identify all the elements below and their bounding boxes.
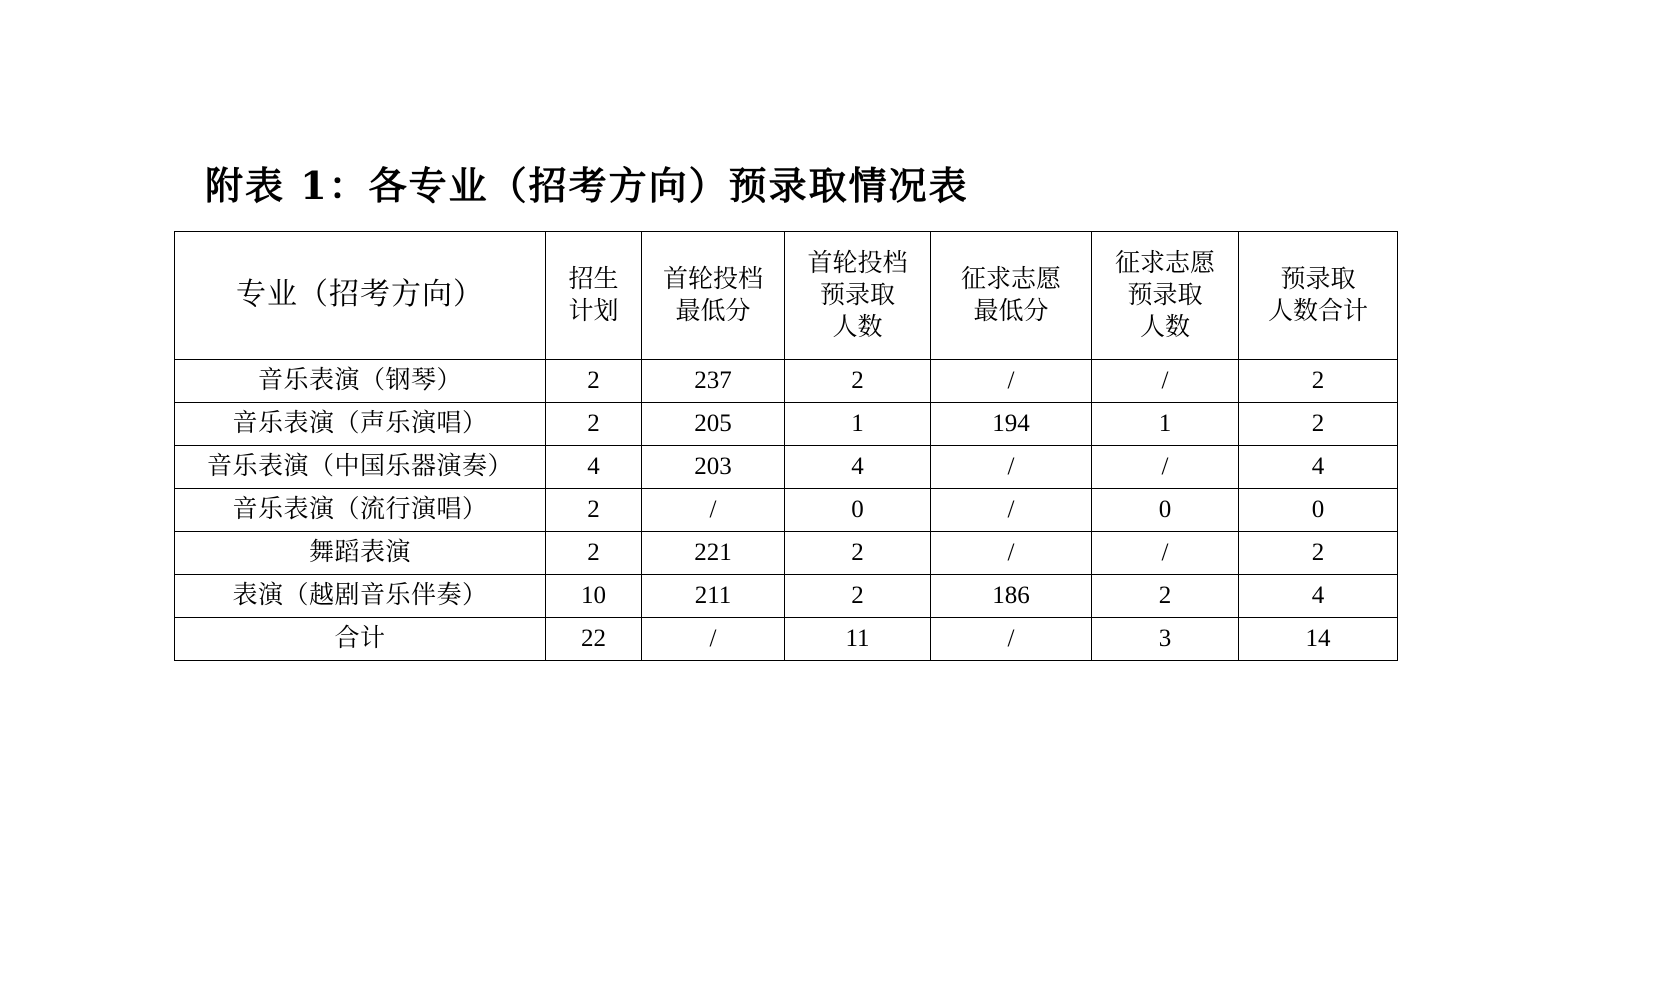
cell-total-admitted: 0 bbox=[1239, 489, 1398, 532]
header-line: 首轮投档 bbox=[662, 265, 763, 293]
cell-solicit-admitted: / bbox=[1092, 446, 1239, 489]
admission-table bbox=[174, 231, 1398, 661]
cell-first-round-admitted: 2 bbox=[785, 360, 931, 403]
cell-first-round-min-score: 211 bbox=[642, 575, 785, 618]
header-line: 征求志愿 bbox=[1114, 249, 1215, 277]
table-body bbox=[175, 360, 1398, 661]
column-header-total-admitted bbox=[1239, 232, 1398, 360]
table-row bbox=[175, 403, 1398, 446]
cell-solicit-admitted: 0 bbox=[1092, 489, 1239, 532]
table-row bbox=[175, 575, 1398, 618]
table-row bbox=[175, 489, 1398, 532]
header-line: 预录取 bbox=[819, 281, 895, 309]
cell-total-admitted: 14 bbox=[1239, 618, 1398, 661]
header-line: 人数 bbox=[832, 313, 883, 341]
cell-major: 舞蹈表演 bbox=[175, 532, 546, 575]
cell-first-round-min-score: / bbox=[642, 618, 785, 661]
header-line: 计划 bbox=[568, 297, 619, 325]
header-line: 人数 bbox=[1139, 313, 1190, 341]
cell-plan: 4 bbox=[546, 446, 642, 489]
header-line: 首轮投档 bbox=[807, 249, 908, 277]
cell-solicit-admitted: 3 bbox=[1092, 618, 1239, 661]
cell-first-round-admitted: 11 bbox=[785, 618, 931, 661]
cell-plan: 2 bbox=[546, 489, 642, 532]
cell-first-round-min-score: 205 bbox=[642, 403, 785, 446]
cell-solicit-min-score: / bbox=[931, 532, 1092, 575]
cell-plan: 22 bbox=[546, 618, 642, 661]
cell-first-round-min-score: / bbox=[642, 489, 785, 532]
column-header-major bbox=[175, 232, 546, 360]
cell-total-admitted: 2 bbox=[1239, 403, 1398, 446]
column-header-solicit-admitted-count bbox=[1092, 232, 1239, 360]
header-line: 专业（招考方向） bbox=[236, 278, 484, 312]
cell-plan: 2 bbox=[546, 360, 642, 403]
cell-solicit-min-score: 194 bbox=[931, 403, 1092, 446]
cell-major: 音乐表演（中国乐器演奏） bbox=[175, 446, 546, 489]
cell-solicit-min-score: / bbox=[931, 360, 1092, 403]
cell-total-admitted: 2 bbox=[1239, 360, 1398, 403]
header-line: 人数合计 bbox=[1267, 297, 1368, 325]
header-line: 最低分 bbox=[675, 297, 751, 325]
cell-first-round-min-score: 221 bbox=[642, 532, 785, 575]
table-row bbox=[175, 532, 1398, 575]
cell-first-round-min-score: 237 bbox=[642, 360, 785, 403]
table-header bbox=[175, 232, 1398, 360]
cell-first-round-admitted: 2 bbox=[785, 575, 931, 618]
cell-total-admitted: 4 bbox=[1239, 446, 1398, 489]
column-header-plan bbox=[546, 232, 642, 360]
cell-solicit-admitted: / bbox=[1092, 360, 1239, 403]
cell-solicit-min-score: / bbox=[931, 618, 1092, 661]
cell-solicit-admitted: / bbox=[1092, 532, 1239, 575]
cell-solicit-min-score: / bbox=[931, 446, 1092, 489]
cell-total-admitted: 4 bbox=[1239, 575, 1398, 618]
cell-solicit-min-score: 186 bbox=[931, 575, 1092, 618]
admission-table-container bbox=[174, 231, 1397, 661]
table-header-row bbox=[175, 232, 1398, 360]
cell-major: 音乐表演（流行演唱） bbox=[175, 489, 546, 532]
header-line: 最低分 bbox=[973, 297, 1049, 325]
page-title: 附表 1：各专业（招考方向）预录取情况表 bbox=[205, 163, 969, 208]
cell-plan: 10 bbox=[546, 575, 642, 618]
column-header-first-round-min-score bbox=[642, 232, 785, 360]
cell-plan: 2 bbox=[546, 403, 642, 446]
header-line: 预录取 bbox=[1280, 265, 1356, 293]
column-header-solicit-min-score bbox=[931, 232, 1092, 360]
cell-first-round-min-score: 203 bbox=[642, 446, 785, 489]
cell-solicit-admitted: 1 bbox=[1092, 403, 1239, 446]
cell-major: 音乐表演（声乐演唱） bbox=[175, 403, 546, 446]
header-line: 招生 bbox=[568, 265, 619, 293]
cell-first-round-admitted: 0 bbox=[785, 489, 931, 532]
cell-solicit-admitted: 2 bbox=[1092, 575, 1239, 618]
cell-first-round-admitted: 2 bbox=[785, 532, 931, 575]
table-row-total bbox=[175, 618, 1398, 661]
cell-major: 音乐表演（钢琴） bbox=[175, 360, 546, 403]
header-line: 征求志愿 bbox=[960, 265, 1061, 293]
table-row bbox=[175, 360, 1398, 403]
cell-first-round-admitted: 4 bbox=[785, 446, 931, 489]
cell-plan: 2 bbox=[546, 532, 642, 575]
cell-major: 表演（越剧音乐伴奏） bbox=[175, 575, 546, 618]
table-row bbox=[175, 446, 1398, 489]
column-header-first-round-admitted-count bbox=[785, 232, 931, 360]
cell-first-round-admitted: 1 bbox=[785, 403, 931, 446]
cell-major: 合计 bbox=[175, 618, 546, 661]
cell-solicit-min-score: / bbox=[931, 489, 1092, 532]
header-line: 预录取 bbox=[1127, 281, 1203, 309]
cell-total-admitted: 2 bbox=[1239, 532, 1398, 575]
